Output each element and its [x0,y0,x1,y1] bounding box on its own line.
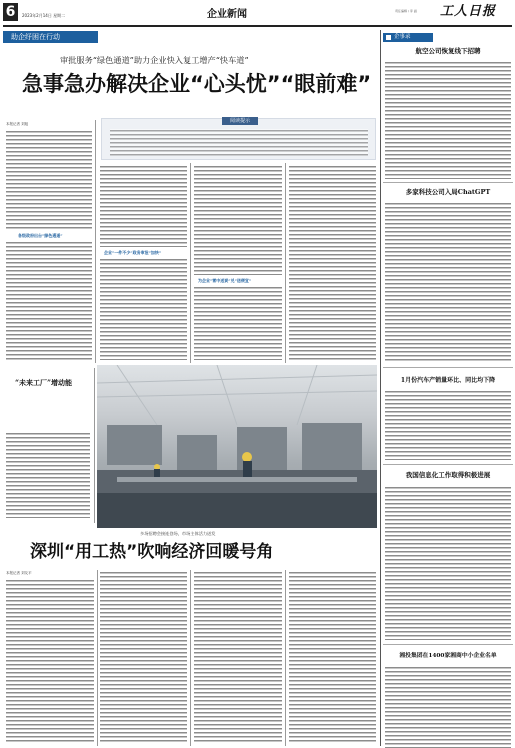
page-header [0,0,515,30]
right-item-title: 航空公司恢复线下招聘 [415,47,481,55]
right-item-text [385,486,511,640]
lead-subhead-1: 各级政府出台“绿色通道” [18,233,63,238]
column-rule-1 [95,120,96,363]
reading-box-label: 阅读提示 [222,117,258,125]
second-column-4 [289,571,376,744]
lead-subhead-2: 企业“一件不少”政务审批“加快” [104,250,162,255]
sidebar-feature-text [6,432,90,518]
header-rule [3,25,512,27]
right-item-text [385,61,511,179]
lead-subhead-3: 为企业“雪中送炭”兑“送便宜” [198,278,252,283]
column-rule-2 [190,163,191,363]
banner-label: 助企纾困在行动 [11,33,60,41]
lead-column-1b [6,241,92,360]
right-item-rule [383,464,513,465]
masthead-logo: 工人日报 [440,4,497,19]
second-column-2 [100,571,187,744]
sidebar-feature [3,368,95,523]
reading-box-text [110,129,368,156]
section-title: 企业新闻 [207,9,247,20]
enterprise-icon [386,35,391,40]
second-rule-1 [97,570,98,746]
photo-caption: 多场招聘会接连登场，市场主体活力迸发 [140,531,216,536]
second-byline: 本报记者 刘友平 [6,571,32,575]
right-item-text [385,202,511,362]
right-item-rule [383,367,513,368]
lead-column-1a [6,130,92,229]
right-item-title: 多家科技公司入局ChatGPT [405,188,491,196]
page-date: 2023年2月14日 星期二 [22,13,66,18]
editor-info: 责任编辑 / 李 涵 [395,9,417,13]
right-item-rule [383,644,513,645]
right-column [383,30,513,748]
reading-box [101,118,376,160]
second-rule-3 [285,570,286,746]
sidebar-feature-title: “未来工厂”增动能 [15,378,73,387]
page-number: 6 [3,3,18,21]
lead-column-3a [194,165,282,275]
right-item-text [385,390,511,460]
lead-column-2b [100,258,187,360]
right-column-rule [380,30,381,746]
right-item-title: 湘投集团在1400家湘商中小企业名单 [399,653,497,659]
right-section-text: 企事录 [394,34,411,40]
right-item-title: 我国信息化工作取得积极进展 [405,471,491,479]
second-column-3 [194,571,282,744]
factory-photo [97,365,377,528]
right-section-label [383,33,433,42]
right-item-text [385,666,511,748]
lead-column-4 [289,165,376,360]
right-item-title: 1月份汽车产销量环比、同比均下降 [400,377,496,384]
lead-kicker: 审批服务“绿色通道”助力企业快入复工增产“快车道” [60,55,249,65]
factory-photo-art [97,365,377,528]
banner-bar [3,31,98,43]
lead-headline: 急事急办解决企业“心头忧”“眼前难” [22,72,372,96]
right-item-rule [383,182,513,183]
lead-byline: 本报记者 刘旭 [6,122,29,126]
lead-column-3b [194,286,282,360]
column-rule-3 [285,163,286,363]
second-rule-2 [190,570,191,746]
lead-column-2a [100,165,187,247]
second-headline: 深圳“用工热”吹响经济回暖号角 [30,542,274,562]
second-column-1 [6,579,94,744]
